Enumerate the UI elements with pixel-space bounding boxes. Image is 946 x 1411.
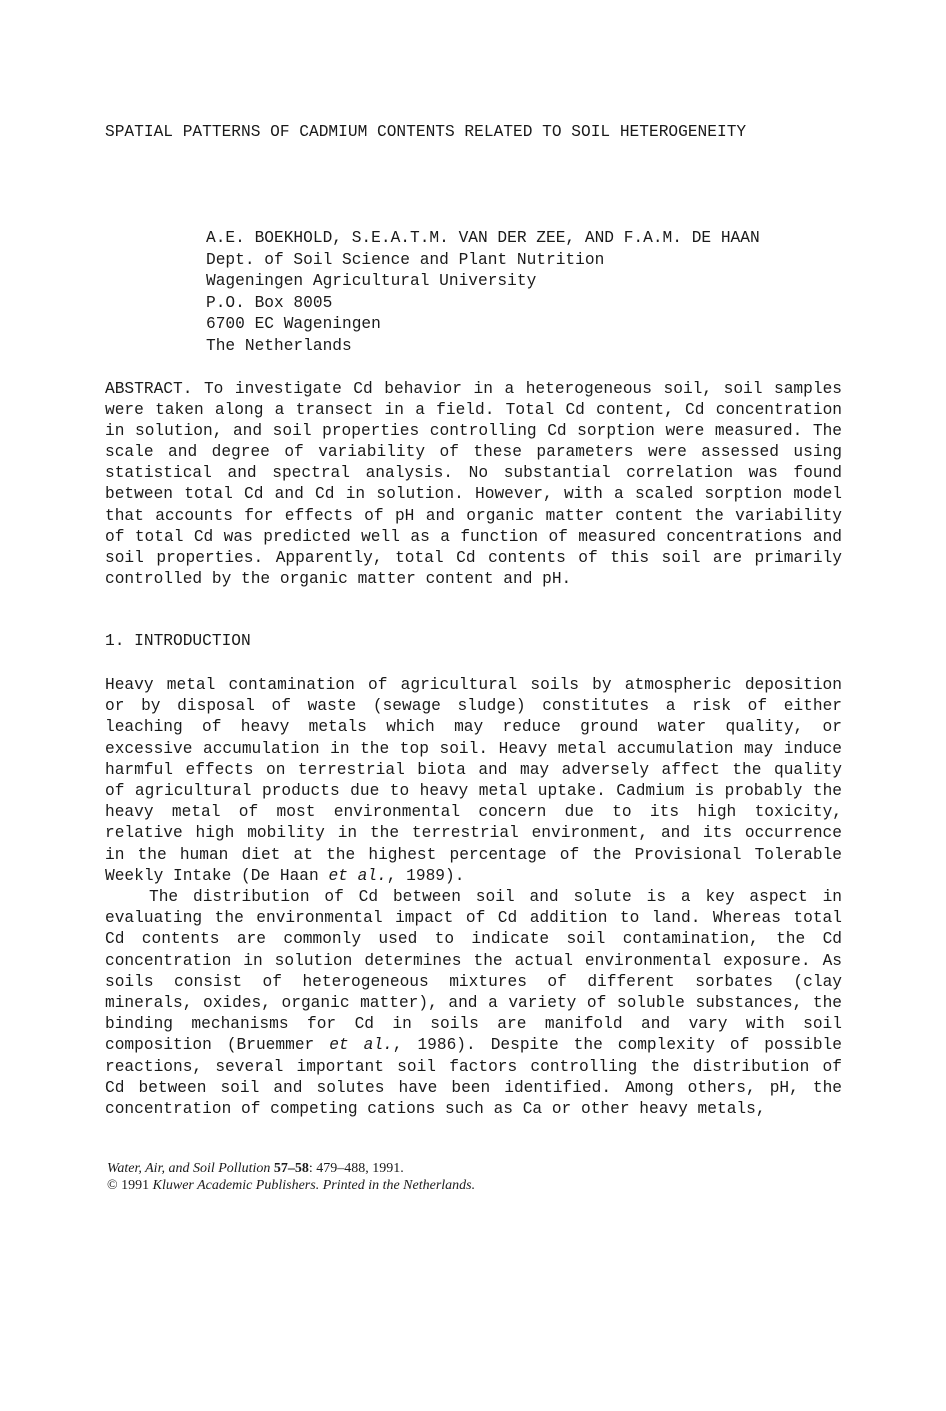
author-block [206, 228, 866, 358]
affiliation-line: The Netherlands [206, 336, 352, 355]
abstract-label: ABSTRACT. [105, 380, 193, 398]
publisher: Kluwer Academic Publishers. Printed in the Netherlands. [152, 1178, 476, 1193]
abstract [105, 379, 842, 590]
affiliation-line: 6700 EC Wageningen [206, 315, 381, 334]
paper-title: SPATIAL PATTERNS OF CADMIUM CONTENTS RELATED TO SOIL HETEROGENEITY [105, 123, 747, 141]
copyright-year: © 1991 [107, 1178, 153, 1193]
section-heading: 1. INTRODUCTION [105, 632, 251, 650]
intro-paragraph [105, 887, 842, 1120]
journal-citation [107, 1160, 475, 1177]
abstract-text: To investigate Cd behavior in a heterogeneous soil, soil samples were taken along a transect in a field. Total Cd content, Cd concentration in solution, and soil properties controlling Cd sorption were measured. The scale and degree of variability of these parameters were assessed using statistical and spectral analysis. No substantial correlation was found between total Cd and Cd in solution. However, with a scaled sorption model that accounts for effects of pH and organic matter content the variability of total Cd was predicted well as a function of measured concentrations and soil properties. Apparently, total Cd contents of this soil are primarily controlled by the organic matter content and pH. [105, 380, 842, 588]
journal-pages: : 479–488, 1991. [308, 1161, 404, 1176]
intro-text: , 1989). [386, 866, 465, 885]
introduction-body [105, 675, 842, 1120]
journal-volume: 57–58 [273, 1161, 309, 1176]
intro-text: , 1986). Despite the complexity of possible reactions, several important soil factors controlling the distribution of Cd between soil and solutes have been identified. Among others, pH, the concentration of competing cations such as Ca or other heavy metals, [105, 1036, 842, 1119]
author-names: A.E. BOEKHOLD, S.E.A.T.M. VAN DER ZEE, AND F.A.M. DE HAAN [206, 229, 760, 247]
intro-text: The distribution of Cd between soil and solute is a key aspect in evaluating the environmental impact of Cd addition to land. Whereas total Cd contents are commonly used to indicate soil contamination, the Cd concentration in solution determines the actual environmental exposure. As soils consist of heterogeneous mixtures of different sorbates (clay minerals, oxides, organic matter), and a variety of soluble substances, the binding mechanisms for Cd in soils are manifold and vary with soil composition (Bruemmer [105, 888, 842, 1055]
affiliation-line: P.O. Box 8005 [206, 293, 333, 312]
citation-footer [107, 1160, 475, 1194]
copyright-line [107, 1177, 475, 1194]
affiliation-line: Wageningen Agricultural University [206, 272, 537, 291]
journal-name: Water, Air, and Soil Pollution [107, 1161, 271, 1176]
et-al-citation: et al. [328, 866, 387, 885]
et-al-citation: et al. [329, 1036, 393, 1055]
intro-paragraph [105, 675, 842, 887]
affiliation-line: Dept. of Soil Science and Plant Nutrition [206, 250, 605, 269]
intro-text: Heavy metal contamination of agricultural soils by atmospheric deposition or by disposal of waste (sewage sludge) constitutes a risk of either leaching of heavy metals which may reduce ground water quality, or excessive accumulation in the top soil. Heavy metal accumulation may induce harmful effects on terrestrial biota and may adversely affect the quality of agricultural products due to heavy metal uptake. Cadmium is probably the heavy metal of most environmental concern due to its high toxicity, relative high mobility in the terrestrial environment, and its occurrence in the human diet at the highest percentage of the Provisional Tolerable Weekly Intake (De Haan [105, 676, 842, 885]
